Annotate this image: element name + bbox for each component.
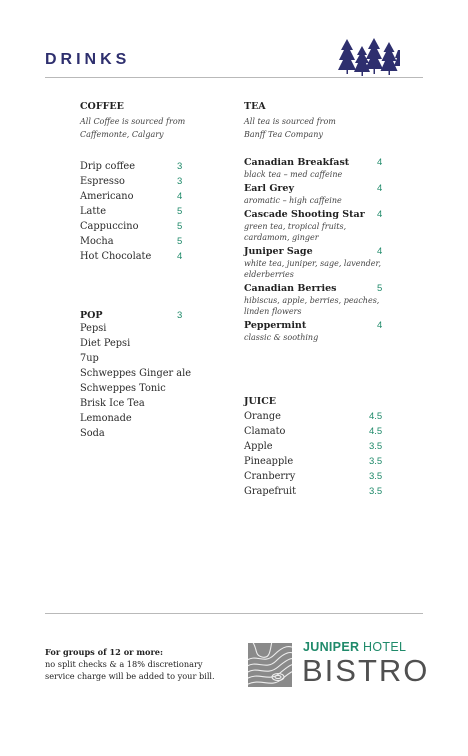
- pop-item-name: 7up: [80, 353, 99, 364]
- coffee-heading: COFFEE: [80, 101, 124, 112]
- juice-item: [244, 484, 389, 499]
- coffee-item-price: 4: [177, 191, 183, 202]
- juice-item: [244, 409, 389, 424]
- juice-list: [244, 409, 389, 499]
- coffee-item: [80, 174, 220, 189]
- coffee-item-name: Americano: [80, 191, 134, 202]
- tea-item: [244, 209, 389, 243]
- pop-item-name: Diet Pepsi: [80, 338, 131, 349]
- group-policy-heading: For groups of 12 or more:: [45, 647, 163, 657]
- juice-item-price: 4.5: [369, 426, 383, 437]
- coffee-item: [80, 249, 220, 264]
- coffee-item-name: Cappuccino: [80, 221, 139, 232]
- pop-item: [80, 396, 220, 411]
- coffee-item: [80, 219, 220, 234]
- coffee-item-name: Espresso: [80, 176, 125, 187]
- tea-item-desc: green tea, tropical fruits, cardamom, ginger: [244, 222, 347, 242]
- tea-item-price: 4: [377, 183, 383, 194]
- coffee-item: [80, 159, 220, 174]
- juice-item: [244, 439, 389, 454]
- pop-item: [80, 426, 220, 441]
- pop-item-name: Lemonade: [80, 413, 132, 424]
- pop-list: [80, 321, 220, 441]
- coffee-item-name: Mocha: [80, 236, 114, 247]
- pop-heading: POP: [80, 310, 103, 321]
- coffee-item-price: 3: [177, 161, 183, 172]
- juice-item-price: 3.5: [369, 456, 383, 467]
- tea-item-name: Juniper Sage: [244, 246, 313, 257]
- tea-item: [244, 183, 389, 206]
- tea-item: [244, 283, 389, 317]
- group-policy-line: service charge will be added to your bill.: [45, 671, 215, 681]
- tea-item-price: 5: [377, 283, 383, 294]
- coffee-note: All Coffee is sourced from Caffemonte, Calgary: [80, 117, 186, 139]
- coffee-item-price: 5: [177, 221, 183, 232]
- tea-item-name: Earl Grey: [244, 183, 295, 194]
- tea-item: [244, 320, 389, 343]
- pop-item-name: Schweppes Ginger ale: [80, 368, 192, 379]
- coffee-list: [80, 159, 220, 264]
- logo-brand-rest: HOTEL: [359, 640, 407, 654]
- coffee-item-price: 5: [177, 206, 183, 217]
- pine-trees-icon: [338, 36, 400, 78]
- juice-item-price: 3.5: [369, 486, 383, 497]
- coffee-item-price: 4: [177, 251, 183, 262]
- tea-list: [244, 157, 389, 343]
- coffee-item-name: Latte: [80, 206, 107, 217]
- juice-section: [244, 396, 389, 499]
- pop-item: [80, 381, 220, 396]
- coffee-item: [80, 204, 220, 219]
- coffee-item: [80, 234, 220, 249]
- pop-item-name: Soda: [80, 428, 105, 439]
- tea-heading: TEA: [244, 101, 266, 112]
- tea-item-desc: classic & soothing: [244, 333, 319, 342]
- tea-item: [244, 157, 389, 180]
- logo-brand-bold: JUNIPER: [303, 640, 360, 654]
- juice-item: [244, 454, 389, 469]
- pop-item: [80, 411, 220, 426]
- juice-item-name: Pineapple: [244, 456, 294, 467]
- topographic-logo-icon: [248, 643, 292, 687]
- tea-item-name: Cascade Shooting Star: [244, 209, 365, 220]
- juice-item-name: Apple: [244, 441, 273, 452]
- tea-item-desc: hibiscus, apple, berries, peaches, linden flowers: [244, 296, 380, 316]
- tea-item-desc: aromatic – high caffeine: [244, 196, 342, 205]
- logo-hotel-name: [303, 640, 406, 654]
- coffee-item-name: Hot Chocolate: [80, 251, 152, 262]
- pop-item: [80, 336, 220, 351]
- juice-item-name: Cranberry: [244, 471, 296, 482]
- juice-item-price: 3.5: [369, 471, 383, 482]
- page-title: DRINKS: [45, 51, 131, 68]
- coffee-item-name: Drip coffee: [80, 161, 135, 172]
- tea-item-name: Canadian Berries: [244, 283, 337, 294]
- pop-item-name: Pepsi: [80, 323, 107, 334]
- pop-item-name: Brisk Ice Tea: [80, 398, 145, 409]
- logo-bistro: BISTRO: [302, 653, 430, 688]
- tea-item-name: Canadian Breakfast: [244, 157, 350, 168]
- group-policy-note: [45, 646, 245, 682]
- pop-item: [80, 351, 220, 366]
- juice-item-price: 4.5: [369, 411, 383, 422]
- pop-price: 3: [177, 310, 183, 321]
- pop-item: [80, 366, 220, 381]
- juice-item: [244, 469, 389, 484]
- coffee-item-price: 5: [177, 236, 183, 247]
- tea-item-desc: black tea – med caffeine: [244, 170, 343, 179]
- header-divider: [45, 77, 423, 78]
- tea-item-price: 4: [377, 157, 383, 168]
- coffee-item-price: 3: [177, 176, 183, 187]
- juice-item-name: Orange: [244, 411, 281, 422]
- juice-heading: JUICE: [244, 396, 277, 407]
- juice-item-price: 3.5: [369, 441, 383, 452]
- group-policy-line: no split checks & a 18% discretionary: [45, 659, 203, 669]
- tea-item-price: 4: [377, 246, 383, 257]
- pop-item: [80, 321, 220, 336]
- juice-item-name: Grapefruit: [244, 486, 297, 497]
- footer-divider: [45, 613, 423, 614]
- juice-item-name: Clamato: [244, 426, 286, 437]
- tea-item-price: 4: [377, 320, 383, 331]
- juice-item: [244, 424, 389, 439]
- coffee-section: [80, 101, 220, 264]
- coffee-item: [80, 189, 220, 204]
- tea-note: All tea is sourced from Banff Tea Company: [244, 117, 336, 139]
- tea-item: [244, 246, 389, 280]
- tea-item-name: Peppermint: [244, 320, 307, 331]
- pop-section: [80, 308, 220, 441]
- pop-item-name: Schweppes Tonic: [80, 383, 166, 394]
- tea-item-desc: white tea, juniper, sage, lavender, elderberries: [244, 259, 381, 279]
- tea-section: [244, 101, 389, 346]
- tea-item-price: 4: [377, 209, 383, 220]
